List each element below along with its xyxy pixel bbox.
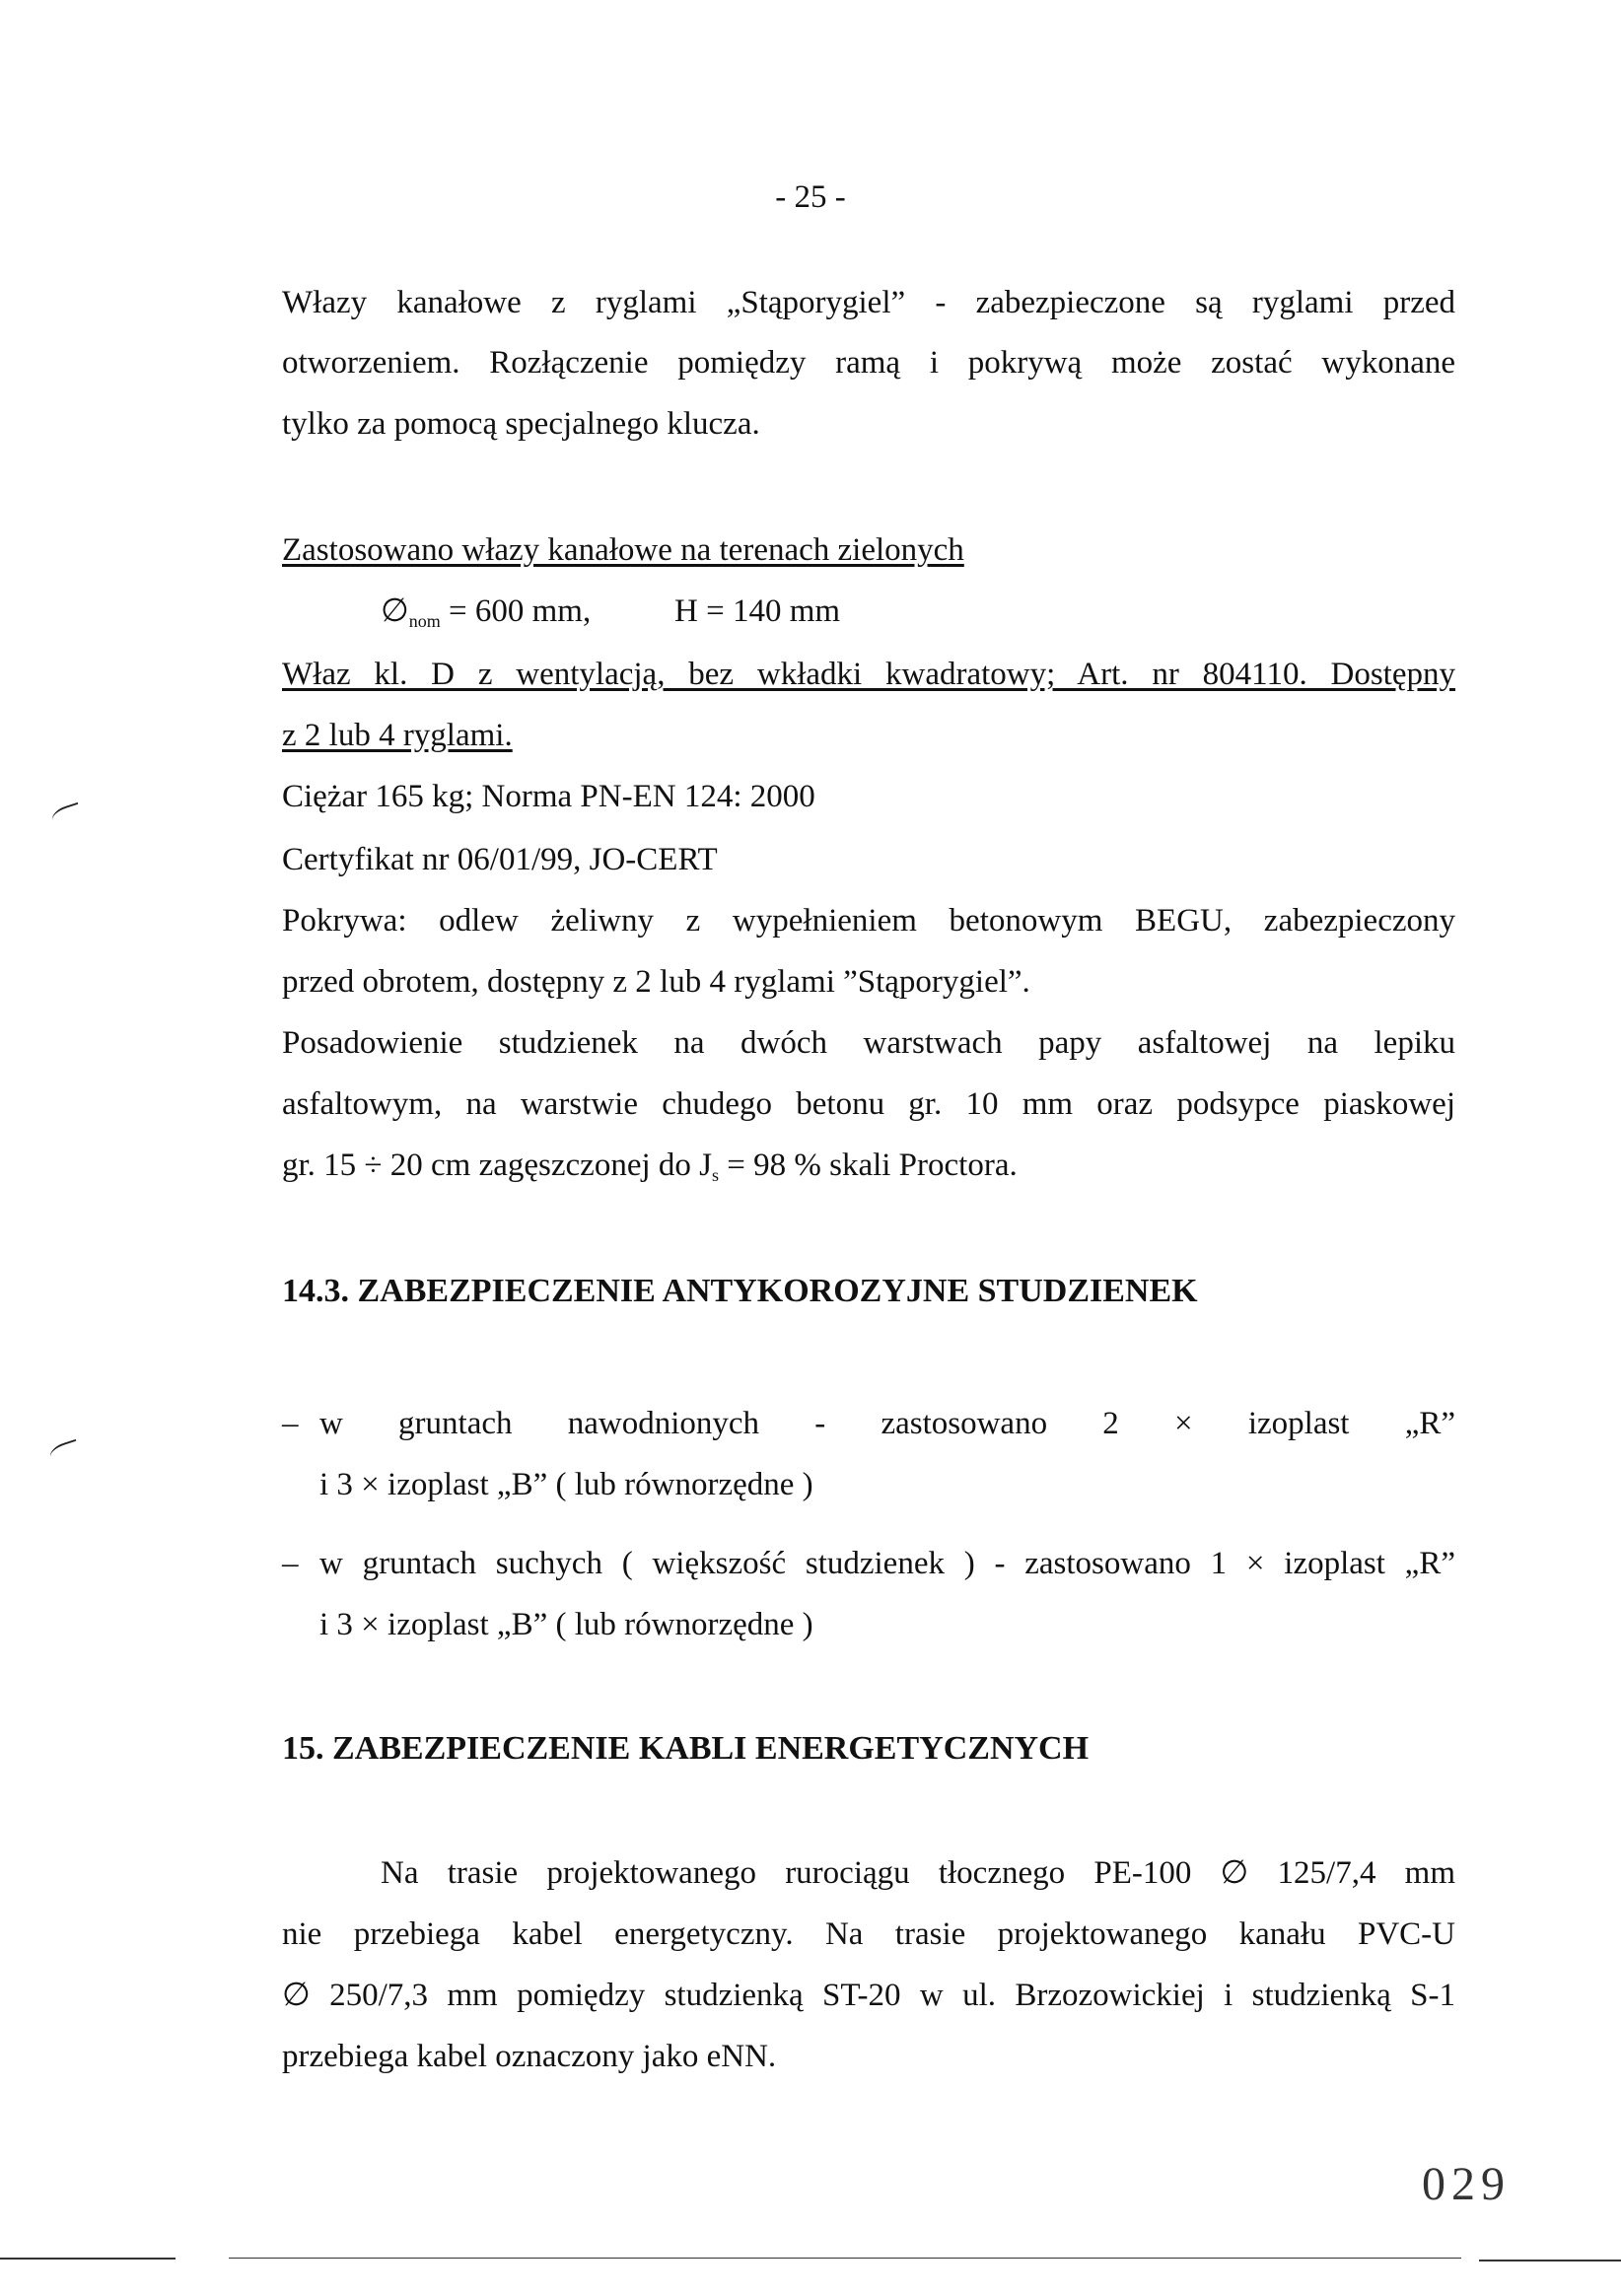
margin-pen-mark (47, 1439, 80, 1463)
list-item-1-line-1: w gruntach nawodnionych - zastosowano 2 × izoplast „R” (319, 1406, 1455, 1441)
weight-norm-line: Ciężar 165 kg; Norma PN-EN 124: 2000 (282, 779, 815, 814)
list-item-2-line-1: w gruntach suchych ( większość studzienek ) - zastosowano 1 × izoplast „R” (319, 1546, 1455, 1581)
section-15-heading: 15. ZABEZPIECZENIE KABLI ENERGETYCZNYCH (282, 1730, 1090, 1767)
list-item-2-line-2: i 3 × izoplast „B” ( lub równorzędne ) (319, 1607, 813, 1642)
nominal-diameter (381, 591, 591, 641)
final-paragraph-line-4: przebiega kabel oznaczony jako eNN. (282, 2039, 777, 2074)
hatch-description-line-1: Właz kl. D z wentylacją, bez wkładki kwadratowy; Art. nr 804110. Dostępny (282, 657, 1455, 692)
foundation-line-3-end: = 98 % skali Proctora. (719, 1148, 1018, 1183)
paragraph-1-line-3: tylko za pomocą specjalnego klucza. (282, 406, 760, 442)
compaction-subscript: s (711, 1165, 719, 1185)
diameter-subscript: nom (408, 611, 441, 631)
scan-edge-line (229, 2258, 1461, 2259)
final-paragraph-line-2: nie przebiega kabel energetyczny. Na trasie projektowanego kanału PVC-U (282, 1916, 1455, 1952)
hatch-description-line-2: z 2 lub 4 ryglami. (282, 718, 513, 753)
final-paragraph-line-1: Na trasie projektowanego rurociągu tłocznego PE-100 ∅ 125/7,4 mm (381, 1855, 1455, 1891)
foundation-line-1: Posadowienie studzienek na dwóch warstwach papy asfaltowej na lepiku (282, 1025, 1455, 1061)
foundation-line-3-start: gr. 15 ÷ 20 cm zagęszczonej do J (282, 1148, 712, 1183)
foundation-line-3 (282, 1146, 1018, 1195)
manhole-usage-heading: Zastosowano włazy kanałowe na terenach zielonych (282, 532, 964, 568)
cover-line-1: Pokrywa: odlew żeliwny z wypełnieniem betonowym BEGU, zabezpieczony (282, 903, 1455, 939)
section-14-3-heading: 14.3. ZABEZPIECZENIE ANTYKOROZYJNE STUDZIENEK (282, 1273, 1198, 1309)
certificate-line: Certyfikat nr 06/01/99, JO-CERT (282, 842, 718, 877)
list-item-1-line-2: i 3 × izoplast „B” ( lub równorzędne ) (319, 1467, 813, 1502)
scan-edge-line (1479, 2260, 1621, 2261)
scan-edge-line (0, 2258, 176, 2260)
diameter-value: = 600 mm, (449, 593, 592, 629)
paragraph-1-line-2: otworzeniem. Rozłączenie pomiędzy ramą i pokrywą może zostać wykonane (282, 345, 1455, 381)
diameter-symbol: ∅ (381, 593, 409, 629)
foundation-line-2: asfaltowym, na warstwie chudego betonu gr. 10 mm oraz podsypce piaskowej (282, 1086, 1455, 1122)
archive-stamp-number: 029 (1422, 2158, 1511, 2210)
height-value: H = 140 mm (674, 593, 841, 629)
cover-line-2: przed obrotem, dostępny z 2 lub 4 ryglami ”Stąporygiel”. (282, 964, 1030, 1000)
paragraph-1-line-1: Włazy kanałowe z ryglami „Stąporygiel” - zabezpieczone są ryglami przed (282, 285, 1455, 320)
page-number: - 25 - (775, 179, 846, 215)
list-item-2-dash: – (282, 1546, 299, 1581)
final-paragraph-line-3: ∅ 250/7,3 mm pomiędzy studzienką ST-20 w ul. Brzozowickiej i studzienką S-1 (282, 1978, 1455, 2013)
margin-pen-mark (49, 802, 82, 826)
list-item-1-dash: – (282, 1406, 299, 1441)
